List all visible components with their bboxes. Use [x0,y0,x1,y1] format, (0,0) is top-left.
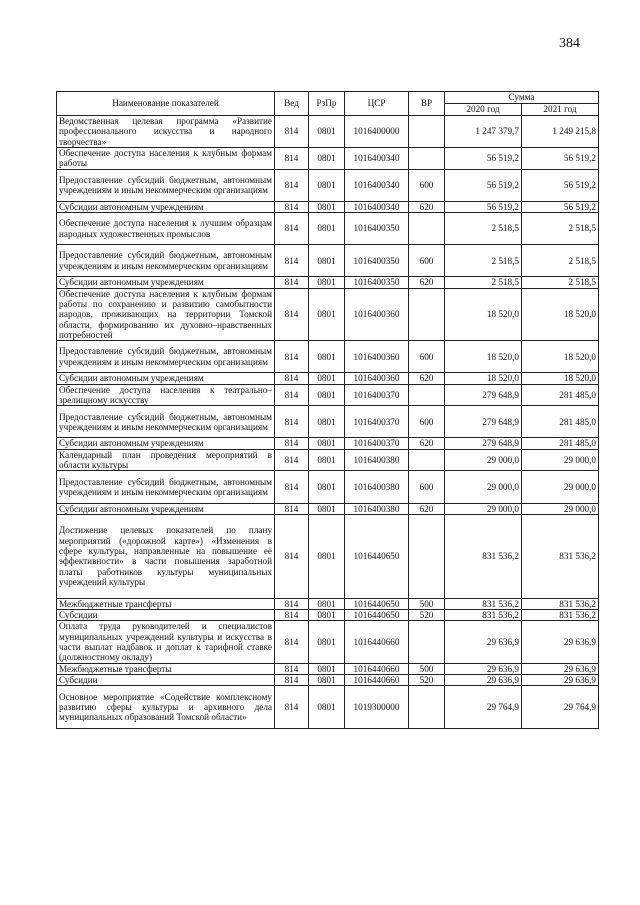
cell-name: Календарный план проведения мероприятий в области культуры [57,449,275,471]
table-row [57,373,599,384]
cell-rzpr: 0801 [309,503,345,514]
table-row [57,686,599,728]
cell-2020: 2 518,5 [445,245,522,277]
cell-ved: 814 [275,621,309,663]
cell-name: Субсидии автономным учреждениям [57,373,275,384]
cell-2021: 2 518,5 [522,213,599,245]
cell-2021: 18 520,0 [522,288,599,341]
cell-vr: 620 [409,503,445,514]
cell-name: Предоставление субсидий бюджетным, автономным учреждениям и иным некоммерческим организациям [57,406,275,438]
cell-ved: 814 [275,675,309,686]
cell-vr: 500 [409,598,445,609]
table-row [57,341,599,373]
cell-name: Субсидии [57,675,275,686]
cell-rzpr: 0801 [309,245,345,277]
cell-2021: 2 518,5 [522,277,599,288]
cell-2021: 29 764,9 [522,686,599,728]
cell-vr: 500 [409,663,445,674]
cell-rzpr: 0801 [309,277,345,288]
cell-vr [409,288,445,341]
cell-name: Субсидии [57,610,275,621]
table-body [57,116,599,729]
cell-name: Достижение целевых показателей по плану мероприятий («дорожной карте») «Изменения в сфере культуры, направленные на повышение её эффективности» в части повышения заработной платы работников культуры муниципальных учреждений культуры [57,514,275,598]
header-name: Наименование показателей [57,92,275,116]
cell-vr: 620 [409,277,445,288]
cell-2021: 831 536,2 [522,598,599,609]
cell-name: Субсидии автономным учреждениям [57,438,275,449]
cell-name: Ведомственная целевая программа «Развитие профессионального искусства и народного творчества» [57,116,275,148]
cell-name: Обеспечение доступа населения к театрально–зрелищному искусству [57,384,275,406]
table-row [57,514,599,598]
cell-csr: 1016400360 [345,373,409,384]
cell-rzpr: 0801 [309,449,345,471]
cell-2021: 29 636,9 [522,621,599,663]
cell-csr: 1016400340 [345,169,409,201]
cell-2020: 18 520,0 [445,288,522,341]
cell-2021: 18 520,0 [522,341,599,373]
cell-rzpr: 0801 [309,438,345,449]
cell-csr: 1016440650 [345,598,409,609]
cell-name: Субсидии автономным учреждениям [57,201,275,212]
cell-2020: 279 648,9 [445,406,522,438]
cell-ved: 814 [275,277,309,288]
table-row [57,384,599,406]
cell-csr: 1016400350 [345,245,409,277]
cell-csr: 1016440660 [345,675,409,686]
header-sum: Сумма [445,92,599,104]
cell-vr [409,148,445,170]
budget-table [56,91,599,729]
cell-2021: 18 520,0 [522,373,599,384]
cell-2020: 279 648,9 [445,384,522,406]
cell-2020: 2 518,5 [445,277,522,288]
cell-2020: 56 519,2 [445,148,522,170]
cell-ved: 814 [275,169,309,201]
cell-csr: 1016400370 [345,438,409,449]
table-row [57,201,599,212]
cell-vr [409,686,445,728]
cell-rzpr: 0801 [309,610,345,621]
cell-rzpr: 0801 [309,675,345,686]
cell-csr: 1016400360 [345,341,409,373]
cell-rzpr: 0801 [309,514,345,598]
cell-name: Межбюджетные трансферты [57,663,275,674]
cell-vr: 620 [409,438,445,449]
cell-name: Оплата труда руководителей и специалистов муниципальных учреждений культуры и искусства в части выплат надбавок и доплат к тарифной ставке (должностному окладу) [57,621,275,663]
cell-rzpr: 0801 [309,213,345,245]
table-row [57,245,599,277]
table-row [57,449,599,471]
table-row [57,277,599,288]
page-number: 384 [559,36,580,51]
cell-ved: 814 [275,686,309,728]
cell-name: Предоставление субсидий бюджетным, автономным учреждениям и иным некоммерческим организациям [57,245,275,277]
cell-2021: 56 519,2 [522,148,599,170]
cell-vr [409,621,445,663]
cell-2020: 831 536,2 [445,610,522,621]
cell-2021: 831 536,2 [522,514,599,598]
cell-2020: 29 636,9 [445,663,522,674]
cell-2020: 831 536,2 [445,598,522,609]
cell-csr: 1016440650 [345,610,409,621]
cell-vr: 600 [409,406,445,438]
cell-2021: 56 519,2 [522,169,599,201]
header-rzpr: РзПр [309,92,345,116]
cell-vr: 520 [409,610,445,621]
cell-2020: 56 519,2 [445,201,522,212]
cell-csr: 1016400000 [345,116,409,148]
cell-ved: 814 [275,610,309,621]
cell-vr: 620 [409,373,445,384]
cell-ved: 814 [275,341,309,373]
cell-2020: 29 000,0 [445,503,522,514]
cell-name: Основное мероприятие «Содействие комплексному развитию сферы культуры и архивного дела муниципальных образований Томской области» [57,686,275,728]
cell-rzpr: 0801 [309,169,345,201]
cell-csr: 1016440660 [345,663,409,674]
cell-name: Субсидии автономным учреждениям [57,503,275,514]
cell-csr: 1019300000 [345,686,409,728]
cell-csr: 1016400360 [345,288,409,341]
cell-ved: 814 [275,288,309,341]
cell-csr: 1016440660 [345,621,409,663]
cell-2021: 831 536,2 [522,610,599,621]
cell-ved: 814 [275,471,309,503]
cell-csr: 1016400350 [345,277,409,288]
cell-ved: 814 [275,598,309,609]
header-vr: ВР [409,92,445,116]
cell-rzpr: 0801 [309,384,345,406]
table-row [57,621,599,663]
cell-csr: 1016440650 [345,514,409,598]
table-header [57,92,599,116]
cell-2020: 1 247 379,7 [445,116,522,148]
cell-rzpr: 0801 [309,471,345,503]
table-row [57,675,599,686]
cell-rzpr: 0801 [309,373,345,384]
cell-rzpr: 0801 [309,663,345,674]
cell-csr: 1016400340 [345,148,409,170]
table-row [57,610,599,621]
cell-2020: 29 636,9 [445,621,522,663]
cell-rzpr: 0801 [309,621,345,663]
cell-vr [409,213,445,245]
cell-csr: 1016400350 [345,213,409,245]
cell-ved: 814 [275,514,309,598]
cell-2020: 29 764,9 [445,686,522,728]
cell-rzpr: 0801 [309,201,345,212]
cell-vr: 620 [409,201,445,212]
cell-rzpr: 0801 [309,686,345,728]
cell-ved: 814 [275,373,309,384]
cell-2021: 281 485,0 [522,384,599,406]
cell-name: Предоставление субсидий бюджетным, автономным учреждениям и иным некоммерческим организациям [57,471,275,503]
cell-rzpr: 0801 [309,406,345,438]
cell-vr [409,514,445,598]
cell-csr: 1016400370 [345,406,409,438]
cell-ved: 814 [275,438,309,449]
cell-csr: 1016400380 [345,449,409,471]
cell-2020: 831 536,2 [445,514,522,598]
cell-ved: 814 [275,148,309,170]
cell-vr: 520 [409,675,445,686]
cell-2020: 29 000,0 [445,449,522,471]
cell-ved: 814 [275,245,309,277]
cell-rzpr: 0801 [309,341,345,373]
table-row [57,148,599,170]
table-row [57,438,599,449]
table-row [57,663,599,674]
table-row [57,503,599,514]
cell-csr: 1016400380 [345,471,409,503]
cell-2021: 281 485,0 [522,438,599,449]
cell-2020: 29 636,9 [445,675,522,686]
cell-rzpr: 0801 [309,598,345,609]
cell-ved: 814 [275,116,309,148]
table-row [57,288,599,341]
table-row [57,116,599,148]
cell-rzpr: 0801 [309,116,345,148]
cell-2020: 2 518,5 [445,213,522,245]
cell-ved: 814 [275,406,309,438]
cell-vr: 600 [409,245,445,277]
table-row [57,598,599,609]
table-row [57,169,599,201]
cell-vr [409,116,445,148]
header-year-2020: 2020 год [445,104,522,116]
cell-ved: 814 [275,663,309,674]
cell-2020: 29 000,0 [445,471,522,503]
cell-2020: 18 520,0 [445,373,522,384]
header-ved: Вед [275,92,309,116]
cell-2021: 29 636,9 [522,675,599,686]
cell-name: Межбюджетные трансферты [57,598,275,609]
cell-vr [409,384,445,406]
header-csr: ЦСР [345,92,409,116]
cell-ved: 814 [275,384,309,406]
table-row [57,471,599,503]
cell-2021: 29 000,0 [522,449,599,471]
cell-2020: 56 519,2 [445,169,522,201]
cell-2020: 279 648,9 [445,438,522,449]
cell-vr [409,449,445,471]
cell-name: Предоставление субсидий бюджетным, автономным учреждениям и иным некоммерческим организациям [57,341,275,373]
table-row [57,406,599,438]
cell-vr: 600 [409,169,445,201]
cell-vr: 600 [409,341,445,373]
header-year-2021: 2021 год [522,104,599,116]
cell-ved: 814 [275,503,309,514]
cell-2021: 56 519,2 [522,201,599,212]
cell-csr: 1016400380 [345,503,409,514]
cell-2021: 2 518,5 [522,245,599,277]
cell-ved: 814 [275,213,309,245]
cell-rzpr: 0801 [309,288,345,341]
cell-2021: 29 000,0 [522,503,599,514]
cell-ved: 814 [275,201,309,212]
cell-vr: 600 [409,471,445,503]
cell-csr: 1016400340 [345,201,409,212]
cell-name: Обеспечение доступа населения к клубным формам работы по сохранению и развитию самобытности народов, проживающих на территории Томской области, формированию их духовно–нравственных потребностей [57,288,275,341]
cell-rzpr: 0801 [309,148,345,170]
cell-csr: 1016400370 [345,384,409,406]
cell-2021: 281 485,0 [522,406,599,438]
cell-2021: 29 000,0 [522,471,599,503]
cell-name: Обеспечение доступа населения к клубным формам работы [57,148,275,170]
cell-2020: 18 520,0 [445,341,522,373]
cell-name: Обеспечение доступа населения к лучшим образцам народных художественных промыслов [57,213,275,245]
table-row [57,213,599,245]
cell-2021: 29 636,9 [522,663,599,674]
cell-name: Субсидии автономным учреждениям [57,277,275,288]
cell-name: Предоставление субсидий бюджетным, автономным учреждениям и иным некоммерческим организациям [57,169,275,201]
cell-ved: 814 [275,449,309,471]
cell-2021: 1 249 215,8 [522,116,599,148]
